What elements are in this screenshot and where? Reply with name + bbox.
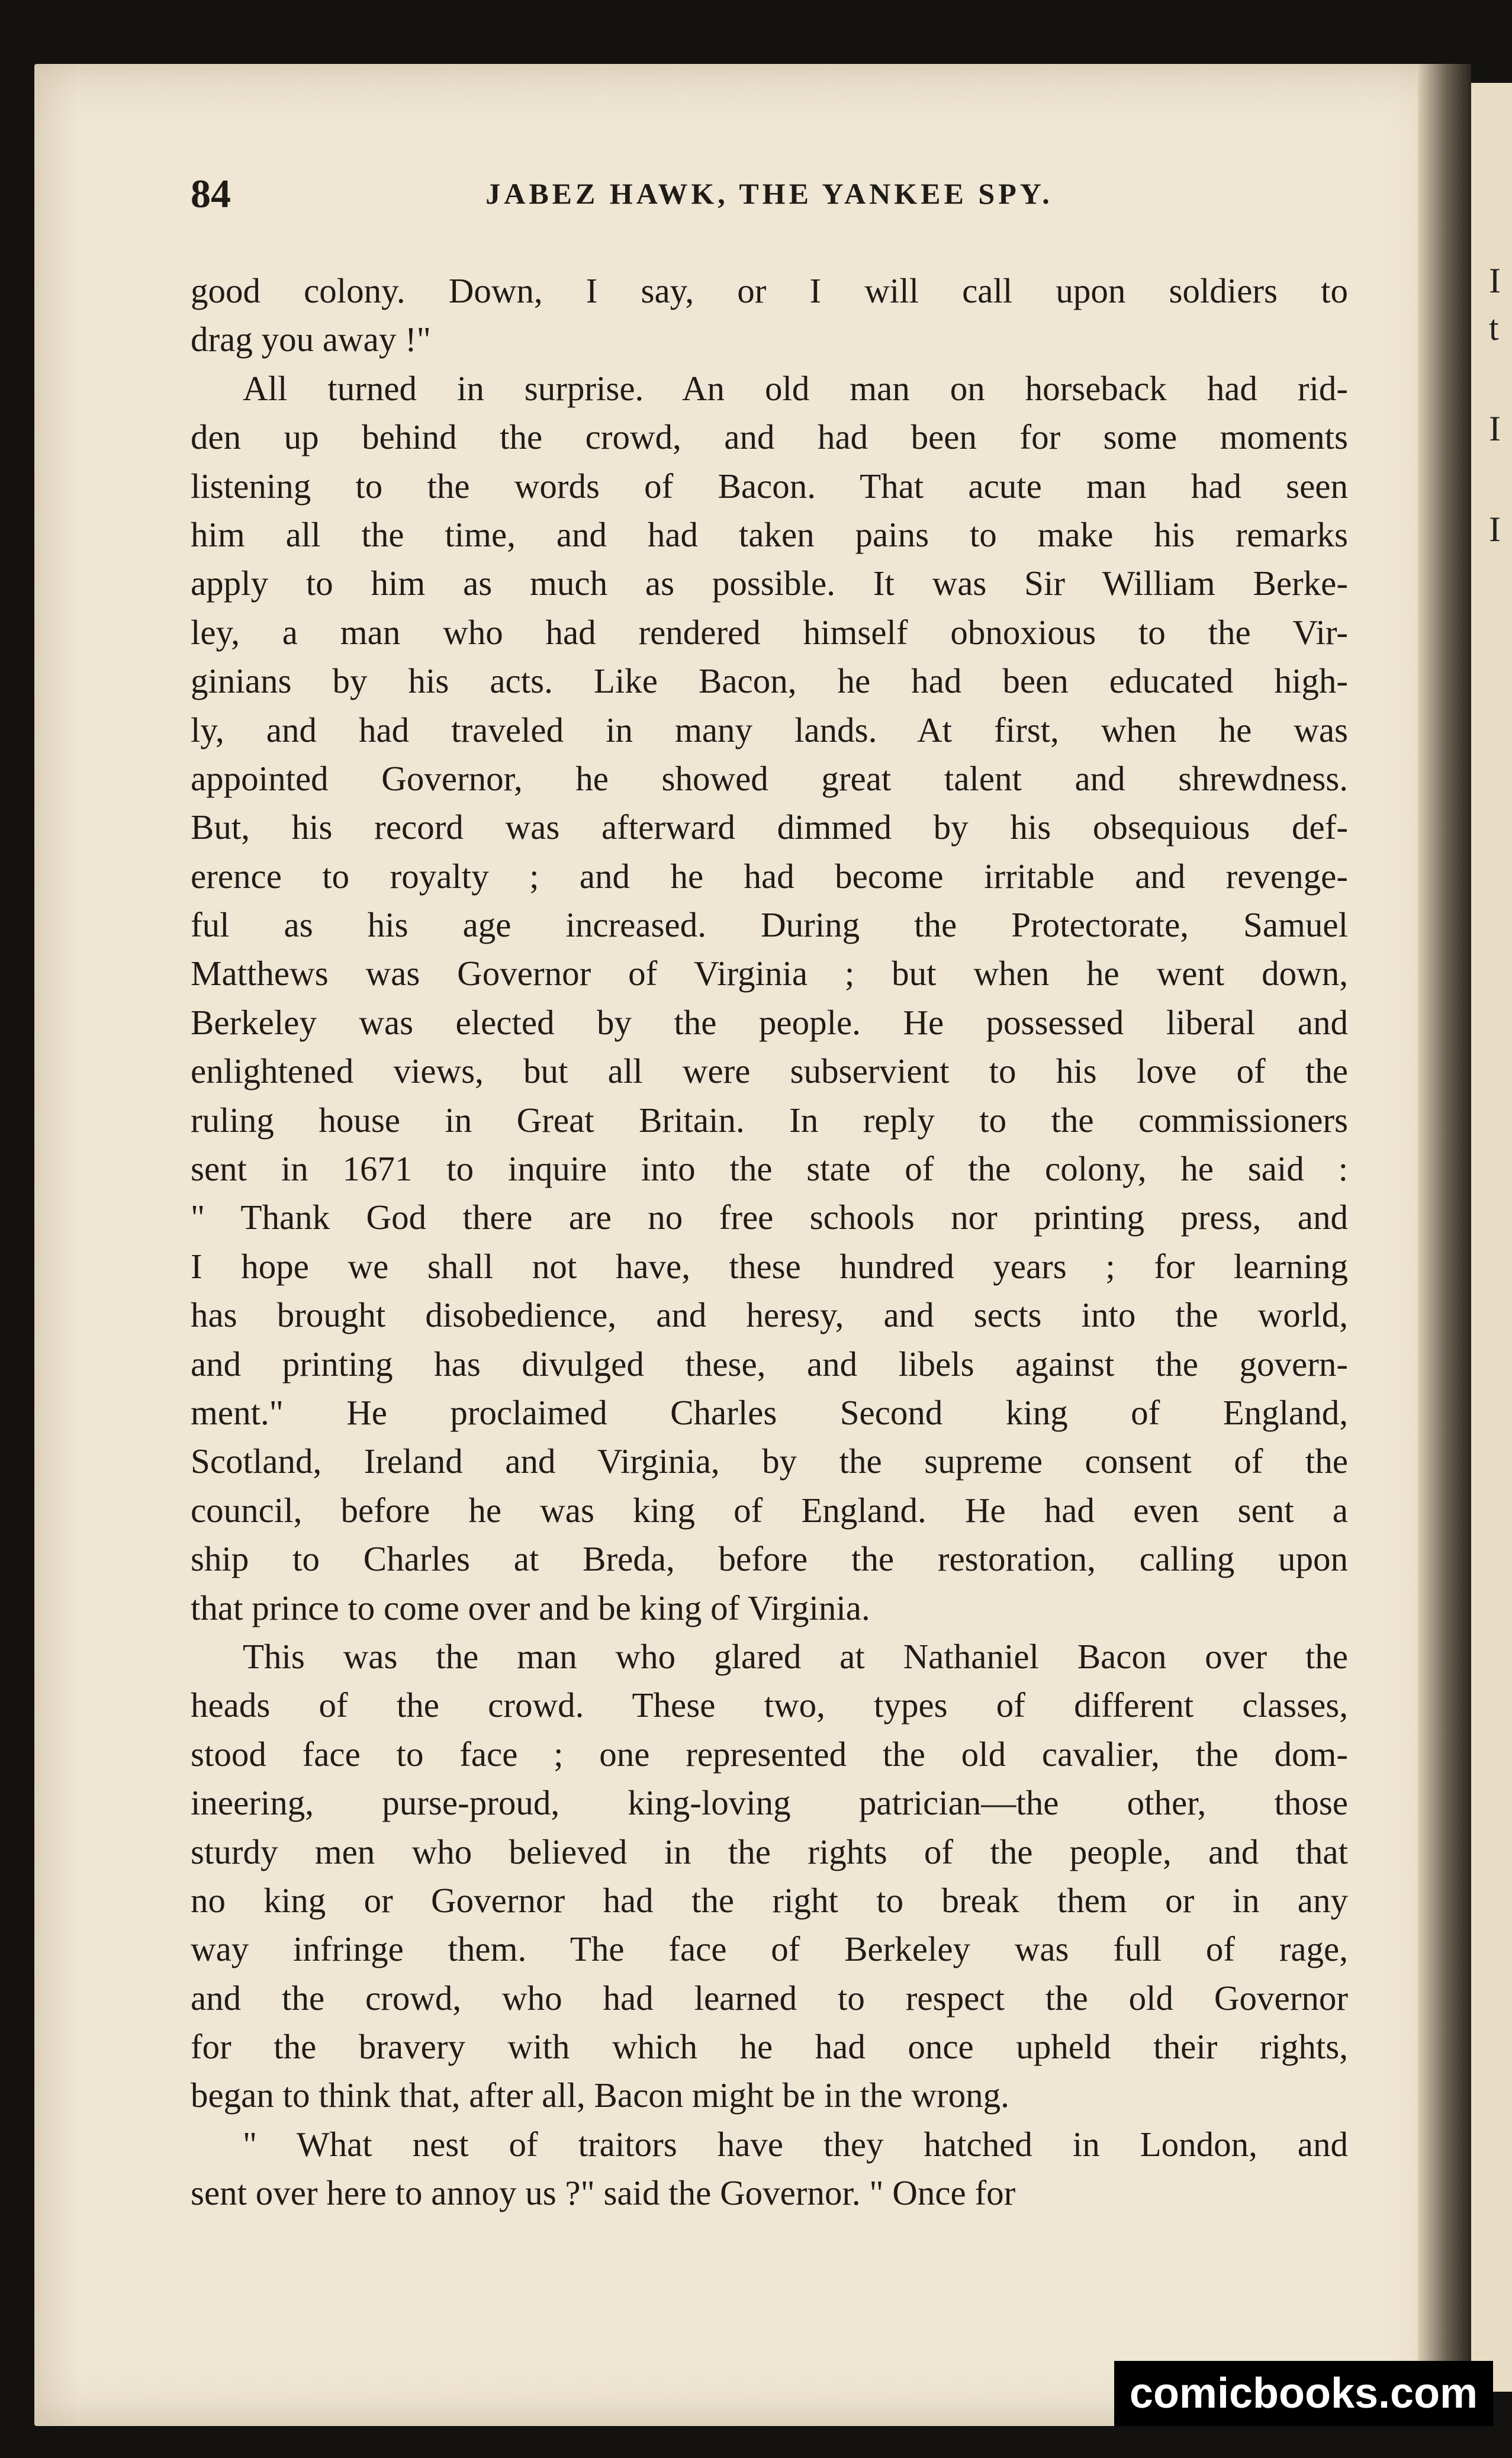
text-line: ship to Charles at Breda, before the restoration, calling upon — [191, 1539, 1348, 1579]
text-line: listening to the words of Bacon. That acute man had seen — [191, 466, 1348, 506]
text-line: that prince to come over and be king of Virginia. — [191, 1588, 870, 1627]
text-line: him all the time, and had taken pains to make his remarks — [191, 514, 1348, 554]
text-line: All turned in surprise. An old man on horseback had rid- — [243, 368, 1348, 408]
text-line: ment." He proclaimed Charles Second king of England, — [191, 1392, 1348, 1432]
body-text — [191, 266, 1348, 2218]
text-line: Scotland, Ireland and Virginia, by the supreme consent of the — [191, 1442, 1348, 1481]
text-line: and printing has divulged these, and libels against the govern- — [191, 1344, 1348, 1384]
text-line: ful as his age increased. During the Protectorate, Samuel — [191, 905, 1348, 945]
text-line: erence to royalty ; and he had become irritable and revenge- — [191, 856, 1348, 896]
text-line: " What nest of traitors have they hatched in London, and — [243, 2124, 1348, 2164]
running-head — [191, 170, 1348, 224]
text-line: for the bravery with which he had once upheld their rights, — [191, 2027, 1348, 2067]
text-line: heads of the crowd. These two, types of different classes, — [191, 1685, 1348, 1725]
watermark: comicbooks.com — [1114, 2361, 1493, 2426]
paragraph — [191, 2120, 1348, 2218]
text-line: ly, and had traveled in many lands. At first, when he was — [191, 710, 1348, 749]
text-line: I hope we shall not have, these hundred years ; for learning — [191, 1246, 1348, 1286]
text-line: den up behind the crowd, and had been for some moments — [191, 417, 1348, 457]
text-line: council, before he was king of England. He had even sent a — [191, 1490, 1348, 1530]
page-number: 84 — [191, 171, 231, 216]
text-line: stood face to face ; one represented the old cavalier, the dom- — [191, 1734, 1348, 1774]
paragraph — [191, 1632, 1348, 2120]
text-line: began to think that, after all, Bacon might be in the wrong. — [191, 2076, 1009, 2115]
text-line: way infringe them. The face of Berkeley was full of rage, — [191, 1929, 1348, 1969]
text-line: ruling house in Great Britain. In reply to the commissioners — [191, 1100, 1348, 1140]
text-line: " Thank God there are no free schools nor printing press, and — [191, 1198, 1348, 1237]
book-gutter — [1418, 64, 1471, 2426]
running-title: JABEZ HAWK, THE YANKEE SPY. — [485, 177, 1053, 210]
text-line: sturdy men who believed in the rights of the people, and that — [191, 1832, 1348, 1871]
text-line: good colony. Down, I say, or I will call upon soldiers to — [191, 271, 1348, 310]
text-line: sent over here to annoy us ?" said the Governor. " Once for — [191, 2173, 1016, 2213]
text-line: has brought disobedience, and heresy, and sects into the world, — [191, 1295, 1348, 1335]
paragraph — [191, 364, 1348, 1632]
text-line: ineering, purse-proud, king-loving patrician—the other, those — [191, 1783, 1348, 1823]
facing-page-mark: t — [1489, 308, 1499, 348]
text-line: drag you away !" — [191, 320, 431, 359]
facing-page-mark: I — [1489, 510, 1501, 549]
facing-page-mark: I — [1489, 409, 1501, 448]
text-line: This was the man who glared at Nathaniel Bacon over the — [243, 1636, 1348, 1676]
text-line: enlightened views, but all were subservient to his love of the — [191, 1051, 1348, 1091]
text-line: no king or Governor had the right to break them or in any — [191, 1880, 1348, 1920]
text-line: sent in 1671 to inquire into the state of the colony, he said : — [191, 1149, 1348, 1189]
paragraph — [191, 266, 1348, 364]
facing-page-mark: I — [1489, 261, 1501, 300]
text-line: appointed Governor, he showed great talent and shrewdness. — [191, 758, 1348, 798]
text-line: Berkeley was elected by the people. He possessed liberal and — [191, 1002, 1348, 1042]
text-line: apply to him as much as possible. It was Sir William Berke- — [191, 564, 1348, 603]
text-line: and the crowd, who had learned to respect the old Governor — [191, 1978, 1348, 2018]
text-line: Matthews was Governor of Virginia ; but when he went down, — [191, 954, 1348, 993]
text-line: ley, a man who had rendered himself obnoxious to the Vir- — [191, 612, 1348, 652]
text-line: But, his record was afterward dimmed by his obsequious def- — [191, 807, 1348, 847]
text-line: ginians by his acts. Like Bacon, he had been educated high- — [191, 661, 1348, 701]
